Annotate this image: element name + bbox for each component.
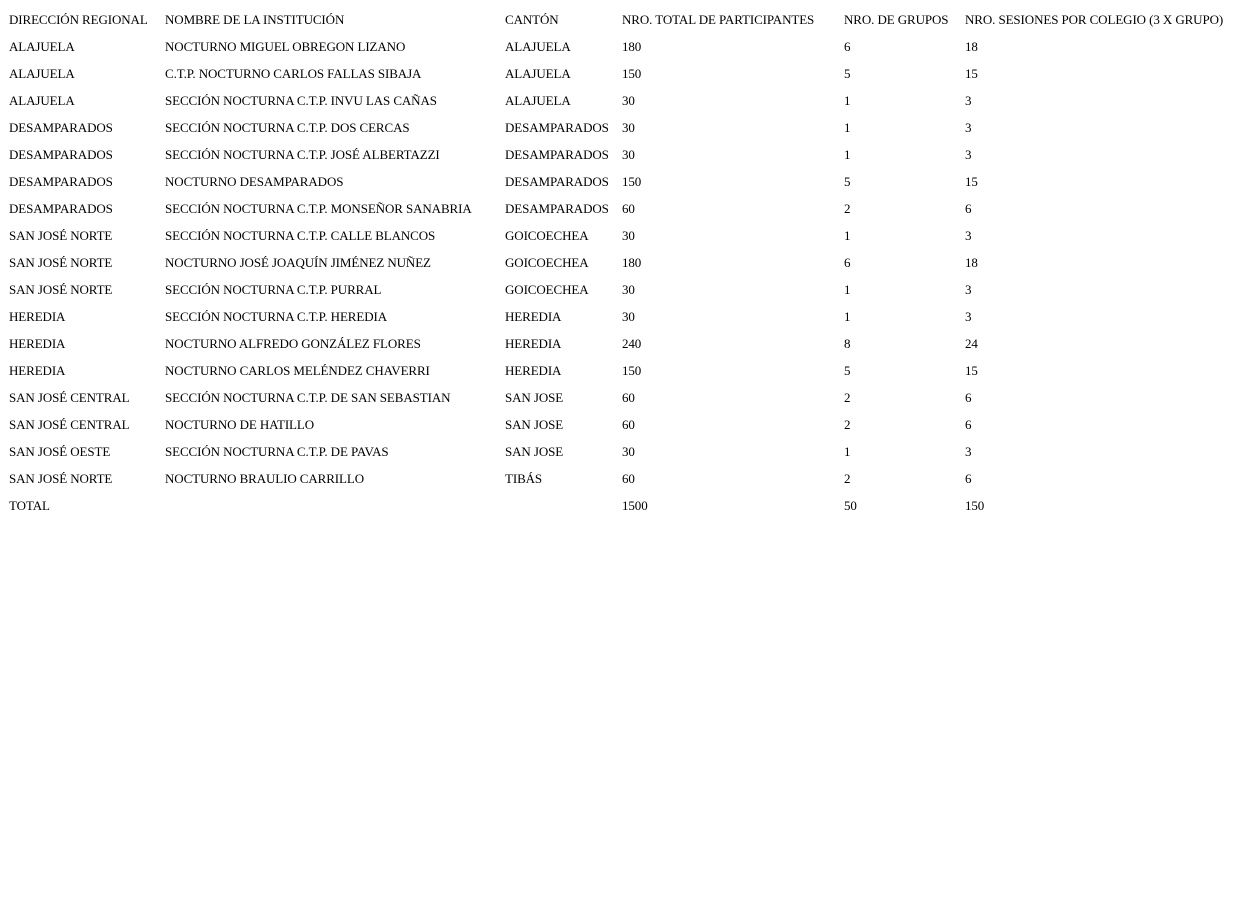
total-label: TOTAL xyxy=(9,497,50,513)
canton-cell: ALAJUELA xyxy=(505,38,571,54)
institucion-cell: NOCTURNO ALFREDO GONZÁLEZ FLORES xyxy=(165,335,421,351)
institucion-cell: NOCTURNO MIGUEL OBREGON LIZANO xyxy=(165,38,406,54)
sesiones-cell: 6 xyxy=(965,389,972,405)
table-row xyxy=(8,196,1250,221)
table-row xyxy=(8,115,1250,140)
header-nro-grupos: NRO. DE GRUPOS xyxy=(844,11,949,27)
direccion-regional-cell: DESAMPARADOS xyxy=(9,200,113,216)
canton-cell: DESAMPARADOS xyxy=(505,173,609,189)
direccion-regional-cell: SAN JOSÉ NORTE xyxy=(9,470,113,486)
participantes-cell: 240 xyxy=(622,335,642,351)
table-row xyxy=(8,277,1250,302)
table-row xyxy=(8,223,1250,248)
canton-cell: HEREDIA xyxy=(505,335,562,351)
participantes-cell: 150 xyxy=(622,362,642,378)
header-row xyxy=(8,7,1250,32)
grupos-cell: 5 xyxy=(844,362,851,378)
total-grupos-cell: 50 xyxy=(844,497,857,513)
sesiones-cell: 3 xyxy=(965,146,972,162)
total-canton-cell xyxy=(504,493,619,518)
grupos-cell: 2 xyxy=(844,416,851,432)
table-row xyxy=(8,250,1250,275)
grupos-cell: 6 xyxy=(844,254,851,270)
table-row xyxy=(8,331,1250,356)
direccion-regional-cell: SAN JOSÉ NORTE xyxy=(9,227,113,243)
canton-cell: SAN JOSE xyxy=(505,416,564,432)
institucion-cell: SECCIÓN NOCTURNA C.T.P. JOSÉ ALBERTAZZI xyxy=(165,146,440,162)
direccion-regional-cell: ALAJUELA xyxy=(9,65,75,81)
sesiones-cell: 3 xyxy=(965,443,972,459)
total-institucion-cell xyxy=(164,493,502,518)
direccion-regional-cell: SAN JOSÉ NORTE xyxy=(9,281,113,297)
institucion-cell: SECCIÓN NOCTURNA C.T.P. PURRAL xyxy=(165,281,382,297)
canton-cell: GOICOECHEA xyxy=(505,281,589,297)
sesiones-cell: 3 xyxy=(965,227,972,243)
sesiones-cell: 15 xyxy=(965,173,978,189)
header-canton: CANTÓN xyxy=(505,11,559,27)
table-body xyxy=(8,7,1250,518)
grupos-cell: 2 xyxy=(844,200,851,216)
direccion-regional-cell: DESAMPARADOS xyxy=(9,146,113,162)
participantes-cell: 60 xyxy=(622,416,635,432)
sesiones-cell: 15 xyxy=(965,65,978,81)
direccion-regional-cell: ALAJUELA xyxy=(9,92,75,108)
institucion-cell: SECCIÓN NOCTURNA C.T.P. CALLE BLANCOS xyxy=(165,227,436,243)
institucion-cell: C.T.P. NOCTURNO CARLOS FALLAS SIBAJA xyxy=(165,65,422,81)
table-row xyxy=(8,385,1250,410)
sesiones-cell: 18 xyxy=(965,38,978,54)
direccion-regional-cell: HEREDIA xyxy=(9,362,66,378)
sesiones-cell: 3 xyxy=(965,281,972,297)
participants-table xyxy=(6,5,1252,520)
institucion-cell: SECCIÓN NOCTURNA C.T.P. DOS CERCAS xyxy=(165,119,410,135)
participantes-cell: 30 xyxy=(622,281,635,297)
participantes-cell: 30 xyxy=(622,119,635,135)
canton-cell: DESAMPARADOS xyxy=(505,119,609,135)
direccion-regional-cell: HEREDIA xyxy=(9,335,66,351)
sesiones-cell: 3 xyxy=(965,119,972,135)
table-row xyxy=(8,88,1250,113)
table-row xyxy=(8,34,1250,59)
participantes-cell: 180 xyxy=(622,254,642,270)
participantes-cell: 30 xyxy=(622,92,635,108)
participantes-cell: 60 xyxy=(622,470,635,486)
sesiones-cell: 15 xyxy=(965,362,978,378)
header-total-participantes: NRO. TOTAL DE PARTICIPANTES xyxy=(622,11,815,27)
table-row xyxy=(8,466,1250,491)
participantes-cell: 60 xyxy=(622,389,635,405)
participantes-cell: 150 xyxy=(622,65,642,81)
participantes-cell: 30 xyxy=(622,308,635,324)
institucion-cell: NOCTURNO CARLOS MELÉNDEZ CHAVERRI xyxy=(165,362,430,378)
direccion-regional-cell: DESAMPARADOS xyxy=(9,173,113,189)
grupos-cell: 1 xyxy=(844,308,851,324)
participantes-cell: 30 xyxy=(622,443,635,459)
table-row xyxy=(8,169,1250,194)
participantes-cell: 30 xyxy=(622,227,635,243)
total-row xyxy=(8,493,1250,518)
grupos-cell: 1 xyxy=(844,227,851,243)
institucion-cell: SECCIÓN NOCTURNA C.T.P. MONSEÑOR SANABRIA xyxy=(165,200,472,216)
canton-cell: HEREDIA xyxy=(505,308,562,324)
direccion-regional-cell: ALAJUELA xyxy=(9,38,75,54)
canton-cell: GOICOECHEA xyxy=(505,254,589,270)
grupos-cell: 1 xyxy=(844,281,851,297)
institucion-cell: SECCIÓN NOCTURNA C.T.P. DE PAVAS xyxy=(165,443,389,459)
grupos-cell: 2 xyxy=(844,389,851,405)
canton-cell: TIBÁS xyxy=(505,470,543,486)
table-row xyxy=(8,439,1250,464)
total-sesiones-cell: 150 xyxy=(965,497,985,513)
participantes-cell: 180 xyxy=(622,38,642,54)
total-participantes-cell: 1500 xyxy=(622,497,648,513)
grupos-cell: 2 xyxy=(844,470,851,486)
header-direccion-regional: DIRECCIÓN REGIONAL xyxy=(9,11,148,27)
canton-cell: SAN JOSE xyxy=(505,443,564,459)
canton-cell: ALAJUELA xyxy=(505,65,571,81)
canton-cell: ALAJUELA xyxy=(505,92,571,108)
canton-cell: HEREDIA xyxy=(505,362,562,378)
canton-cell: SAN JOSE xyxy=(505,389,564,405)
grupos-cell: 5 xyxy=(844,65,851,81)
grupos-cell: 1 xyxy=(844,119,851,135)
grupos-cell: 1 xyxy=(844,146,851,162)
table-row xyxy=(8,358,1250,383)
table-row xyxy=(8,412,1250,437)
canton-cell: GOICOECHEA xyxy=(505,227,589,243)
direccion-regional-cell: HEREDIA xyxy=(9,308,66,324)
sesiones-cell: 6 xyxy=(965,470,972,486)
participantes-cell: 150 xyxy=(622,173,642,189)
grupos-cell: 1 xyxy=(844,92,851,108)
institucion-cell: NOCTURNO DESAMPARADOS xyxy=(165,173,344,189)
sesiones-cell: 18 xyxy=(965,254,978,270)
institucion-cell: NOCTURNO BRAULIO CARRILLO xyxy=(165,470,365,486)
canton-cell: DESAMPARADOS xyxy=(505,146,609,162)
canton-cell: DESAMPARADOS xyxy=(505,200,609,216)
participantes-cell: 60 xyxy=(622,200,635,216)
direccion-regional-cell: SAN JOSÉ OESTE xyxy=(9,443,111,459)
grupos-cell: 6 xyxy=(844,38,851,54)
institucion-cell: NOCTURNO DE HATILLO xyxy=(165,416,315,432)
institucion-cell: SECCIÓN NOCTURNA C.T.P. INVU LAS CAÑAS xyxy=(165,92,437,108)
direccion-regional-cell: SAN JOSÉ CENTRAL xyxy=(9,389,130,405)
sesiones-cell: 24 xyxy=(965,335,978,351)
institucion-cell: SECCIÓN NOCTURNA C.T.P. DE SAN SEBASTIAN xyxy=(165,389,451,405)
sesiones-cell: 6 xyxy=(965,416,972,432)
table-row xyxy=(8,61,1250,86)
direccion-regional-cell: DESAMPARADOS xyxy=(9,119,113,135)
sesiones-cell: 3 xyxy=(965,92,972,108)
direccion-regional-cell: SAN JOSÉ NORTE xyxy=(9,254,113,270)
header-nro-sesiones: NRO. SESIONES POR COLEGIO (3 X GRUPO) xyxy=(965,11,1224,27)
institucion-cell: SECCIÓN NOCTURNA C.T.P. HEREDIA xyxy=(165,308,388,324)
grupos-cell: 1 xyxy=(844,443,851,459)
table-row xyxy=(8,142,1250,167)
participantes-cell: 30 xyxy=(622,146,635,162)
sesiones-cell: 3 xyxy=(965,308,972,324)
table-row xyxy=(8,304,1250,329)
header-nombre-institucion: NOMBRE DE LA INSTITUCIÓN xyxy=(165,11,345,27)
sesiones-cell: 6 xyxy=(965,200,972,216)
grupos-cell: 8 xyxy=(844,335,851,351)
institucion-cell: NOCTURNO JOSÉ JOAQUÍN JIMÉNEZ NUÑEZ xyxy=(165,254,431,270)
grupos-cell: 5 xyxy=(844,173,851,189)
direccion-regional-cell: SAN JOSÉ CENTRAL xyxy=(9,416,130,432)
